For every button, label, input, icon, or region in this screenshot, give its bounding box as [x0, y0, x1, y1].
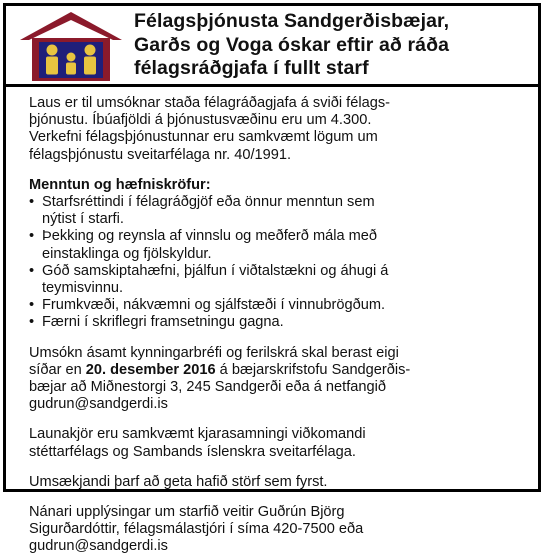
text-line: Laus er til umsóknar staða félagráðagjafa á sviði félags- [29, 95, 390, 111]
list-item [29, 297, 524, 314]
deadline-date: 20. desember 2016 [85, 361, 216, 378]
ad-header [6, 6, 540, 84]
application-paragraph [29, 345, 524, 414]
text-line: Sigurðardóttir, félagsmálastjóri í síma 420-7500 eða [29, 521, 364, 538]
list-item [29, 228, 524, 262]
contact-paragraph [29, 504, 524, 556]
list-item [29, 194, 524, 228]
intro-paragraph [29, 95, 524, 164]
requirements-list [29, 194, 524, 332]
text-line: stéttarfélags og Sambands íslenskra sveitarfélaga. [29, 443, 356, 460]
headline-line: félagsráðgjafa í fullt starf [134, 57, 369, 79]
text-line: Verkefni félagsþjónustunnar eru samkvæmt lögum um [29, 129, 378, 146]
text-line: Umsókn ásamt kynningarbréfi og ferilskrá skal berast eigi [29, 344, 399, 361]
headline-line: Félagsþjónusta Sandgerðisbæjar, [134, 10, 450, 32]
text-line: einstaklinga og fjölskyldur. [42, 245, 212, 262]
text-line: • Þekking og reynsla af vinnslu og meðferð mála með [42, 228, 378, 245]
text-fragment: á bæjarskrifstofu Sandgerðis- [215, 361, 411, 378]
ad-headline [134, 10, 540, 81]
list-item [29, 263, 524, 297]
salary-paragraph [29, 426, 524, 460]
list-item [29, 314, 524, 331]
text-line: teymisvinnu. [42, 280, 124, 297]
text-line: • Starfsréttindi í félagráðgjöf eða önnur menntun sem [42, 194, 375, 211]
requirements-heading: Menntun og hæfniskröfur: [29, 176, 211, 193]
text-line: Launakjör eru samkvæmt kjarasamningi viðkomandi [29, 426, 366, 443]
text-line: Nánari upplýsingar um starfið veitir Guðrún Björg [29, 504, 345, 521]
text-fragment: síðar en [29, 361, 86, 378]
text-line: • Frumkvæði, nákvæmni og sjálfstæði í vinnubrögðum. [42, 297, 386, 314]
text-line: nýtist í starfi. [42, 211, 124, 228]
text-line: bæjar að Miðnestorgi 3, 245 Sandgerði eða á netfangið [29, 379, 386, 396]
start-paragraph [29, 474, 524, 491]
email-address: gudrun@sandgerdi.is [29, 396, 168, 413]
header-divider [6, 84, 538, 87]
house-roof [20, 12, 122, 40]
text-line: félagsþjónustu sveitarfélaga nr. 40/1991. [29, 146, 292, 163]
text-line: Umsækjandi þarf að geta hafið störf sem fyrst. [29, 473, 328, 490]
house-family-logo-icon [18, 10, 124, 82]
text-line: þjónustu. Íbúafjöldi á þjónustusvæðinu eru um 4.300. [29, 112, 372, 129]
text-line [29, 362, 524, 379]
email-address: gudrun@sandgerdi.is [29, 538, 168, 555]
headline-line: Garðs og Voga óskar eftir að ráða [134, 33, 450, 56]
text-line: • Færni í skriflegri framsetningu gagna. [42, 314, 284, 331]
ad-body [29, 95, 524, 556]
text-line: • Góð samskiptahæfni, þjálfun í viðtalstækni og áhugi á [42, 262, 389, 279]
